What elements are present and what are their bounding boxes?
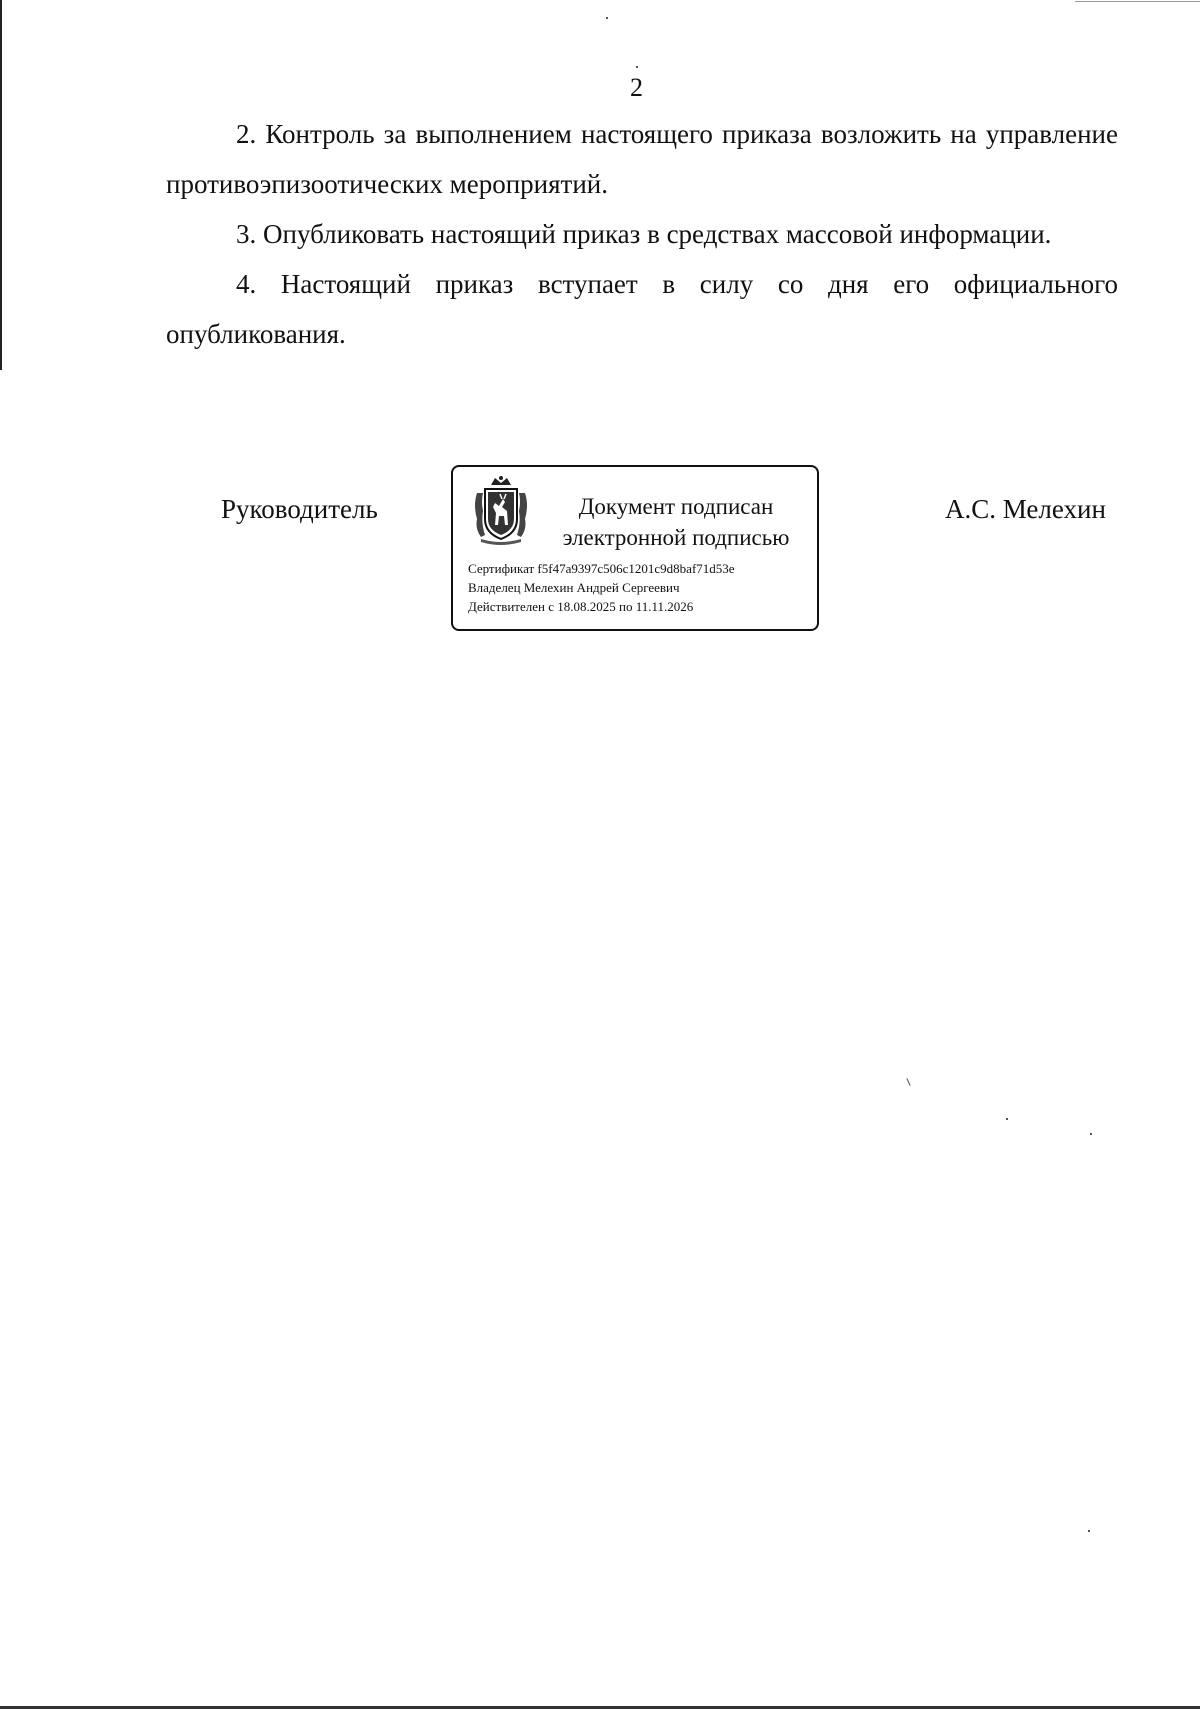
stamp-heading-line2: электронной подписью	[562, 525, 790, 550]
paragraph-4-text: 4. Настоящий приказ вступает в силу со дня его официального опубликования.	[166, 269, 1118, 349]
scan-edge-left	[0, 0, 2, 370]
signer-title: Руководитель	[221, 494, 378, 524]
paragraph-2-text: 2. Контроль за выполнением настоящего приказа возложить на управление противоэпизоотических мероприятий.	[166, 119, 1118, 199]
stamp-heading	[545, 491, 807, 553]
stamp-validity: Действителен с 18.08.2025 по 11.11.2026	[468, 599, 694, 614]
signer-name: А.С. Мелехин	[945, 494, 1106, 524]
paragraph-3-text: 3. Опубликовать настоящий приказ в средствах массовой информации.	[236, 219, 1052, 249]
stamp-details	[468, 559, 813, 616]
paragraph-4	[166, 259, 1118, 359]
paragraph-3	[166, 209, 1118, 259]
stamp-heading-line1: Документ подписан	[578, 494, 774, 519]
stamp-owner: Владелец Мелехин Андрей Сергеевич	[468, 580, 680, 595]
stamp-certificate: Сертификат f5f47a9397c506c1201c9d8baf71d53e	[468, 561, 735, 576]
scan-speck	[906, 1078, 910, 1086]
scan-edge-top	[1075, 1, 1200, 2]
scan-speck	[606, 17, 608, 19]
scan-speck	[1090, 1133, 1092, 1135]
scan-speck	[636, 66, 638, 68]
scan-speck	[1088, 1530, 1090, 1532]
page-number: 2	[630, 73, 643, 102]
scan-speck	[1006, 1118, 1008, 1120]
coat-of-arms-icon	[469, 475, 533, 545]
e-signature-stamp	[451, 465, 819, 631]
paragraph-2	[166, 109, 1118, 209]
